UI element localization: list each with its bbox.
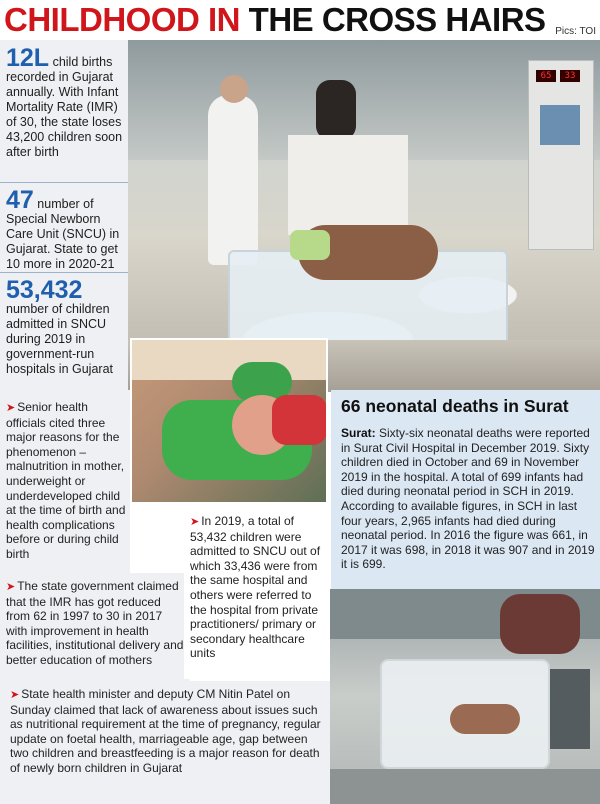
monitor-display-right: 33 [560, 70, 580, 82]
arrow-icon: ➤ [10, 689, 20, 701]
nurse-head [220, 75, 248, 103]
surat-body [341, 426, 595, 572]
blanket [132, 340, 328, 380]
newborn-photo [130, 338, 328, 504]
nurse-figure [208, 95, 258, 265]
equipment [550, 669, 590, 749]
imr-text: The state government claimed that the IMR has got reduced from 62 in 1997 to 30 in 2017 with improvement in health facilities, institutional delivery and better education of mothers [6, 579, 184, 667]
mother-figure [316, 80, 356, 140]
minister-panel [0, 681, 330, 804]
monitor-stand [528, 60, 594, 250]
headline-title [4, 1, 546, 39]
stats-column [0, 40, 128, 390]
admitted-paragraph [190, 514, 326, 661]
stat-sncu [6, 188, 128, 272]
woman-figure [500, 594, 580, 654]
headline-black: THE CROSS HAIRS [248, 1, 546, 38]
reasons-panel [0, 390, 130, 573]
surat-panel [331, 390, 600, 589]
admitted-panel [184, 504, 330, 679]
stat-admitted-text: number of children admitted in SNCU during 2019 in government-run hospitals in Gujarat [6, 302, 114, 376]
photo-credit: Pics: TOI [555, 26, 596, 37]
reasons-paragraph [6, 400, 128, 562]
stat-admitted [6, 278, 128, 377]
stat-births-text: child births recorded in Gujarat annually. With Infant Mortality Rate (IMR) of 30, the state loses 43,200 children soon after birth [6, 55, 123, 159]
stat-births [6, 46, 128, 160]
imr-paragraph [6, 579, 186, 668]
stat-divider-2 [0, 272, 128, 273]
incubator-photo [330, 589, 600, 804]
infant-cloth [290, 230, 330, 260]
arrow-icon: ➤ [6, 581, 16, 593]
stat-admitted-number: 53,432 [6, 276, 83, 304]
monitor-screen [540, 105, 580, 145]
admitted-text: In 2019, a total of 53,432 children were admitted to SNCU out of which 33,436 were from the same hospital and others were referred to the hospital from private practitioners/ primary or secondary healthcare units [190, 514, 321, 661]
red-cloth [272, 395, 327, 445]
imr-panel [0, 573, 190, 681]
arrow-icon: ➤ [6, 402, 16, 414]
surat-title: 66 neonatal deaths in Surat [341, 396, 569, 416]
stat-births-number: 12L [6, 44, 50, 72]
reasons-text: Senior health officials cited three major reasons for the phenomenon – malnutrition in mother, underweight or underdeveloped child at the time of birth and health complications before or during child birth [6, 400, 126, 561]
stat-sncu-number: 47 [6, 186, 34, 214]
headline-red: CHILDHOOD IN [4, 1, 240, 38]
minister-paragraph [10, 687, 325, 776]
headline [0, 0, 600, 40]
monitor-display-left: 65 [536, 70, 556, 82]
surat-dateline: Surat: [341, 426, 376, 440]
minister-text: State health minister and deputy CM Nitin Patel on Sunday claimed that lack of awareness about issues such as nutritional requirement at the time of pregnancy, regular update on foetal health, marriageable age, gap between two children and breastfeeding is a major reason for death of newly born children in Gujarat [10, 687, 321, 775]
stat-sncu-text: number of Special Newborn Care Unit (SNCU) in Gujarat. State to get 10 more in 2020-21 [6, 197, 120, 271]
baby-in-incubator [450, 704, 520, 734]
surat-text: Sixty-six neonatal deaths were reported in Surat Civil Hospital in December 2019. Sixty children died in October and 69 in November 2019 in the hospital. A total of 699 infants had died during neonatal period in SCH in 2019. According to available figures, in SCH in last four years, 2,965 infants had died during neonatal period. In 2016 the figure was 661, in 2017 it was 698, in 2018 it was 907 and in 2019 it is 699. [341, 426, 595, 572]
base [330, 769, 600, 804]
bed-sheet [288, 135, 408, 235]
stat-divider-1 [0, 182, 128, 183]
arrow-icon: ➤ [190, 516, 200, 528]
